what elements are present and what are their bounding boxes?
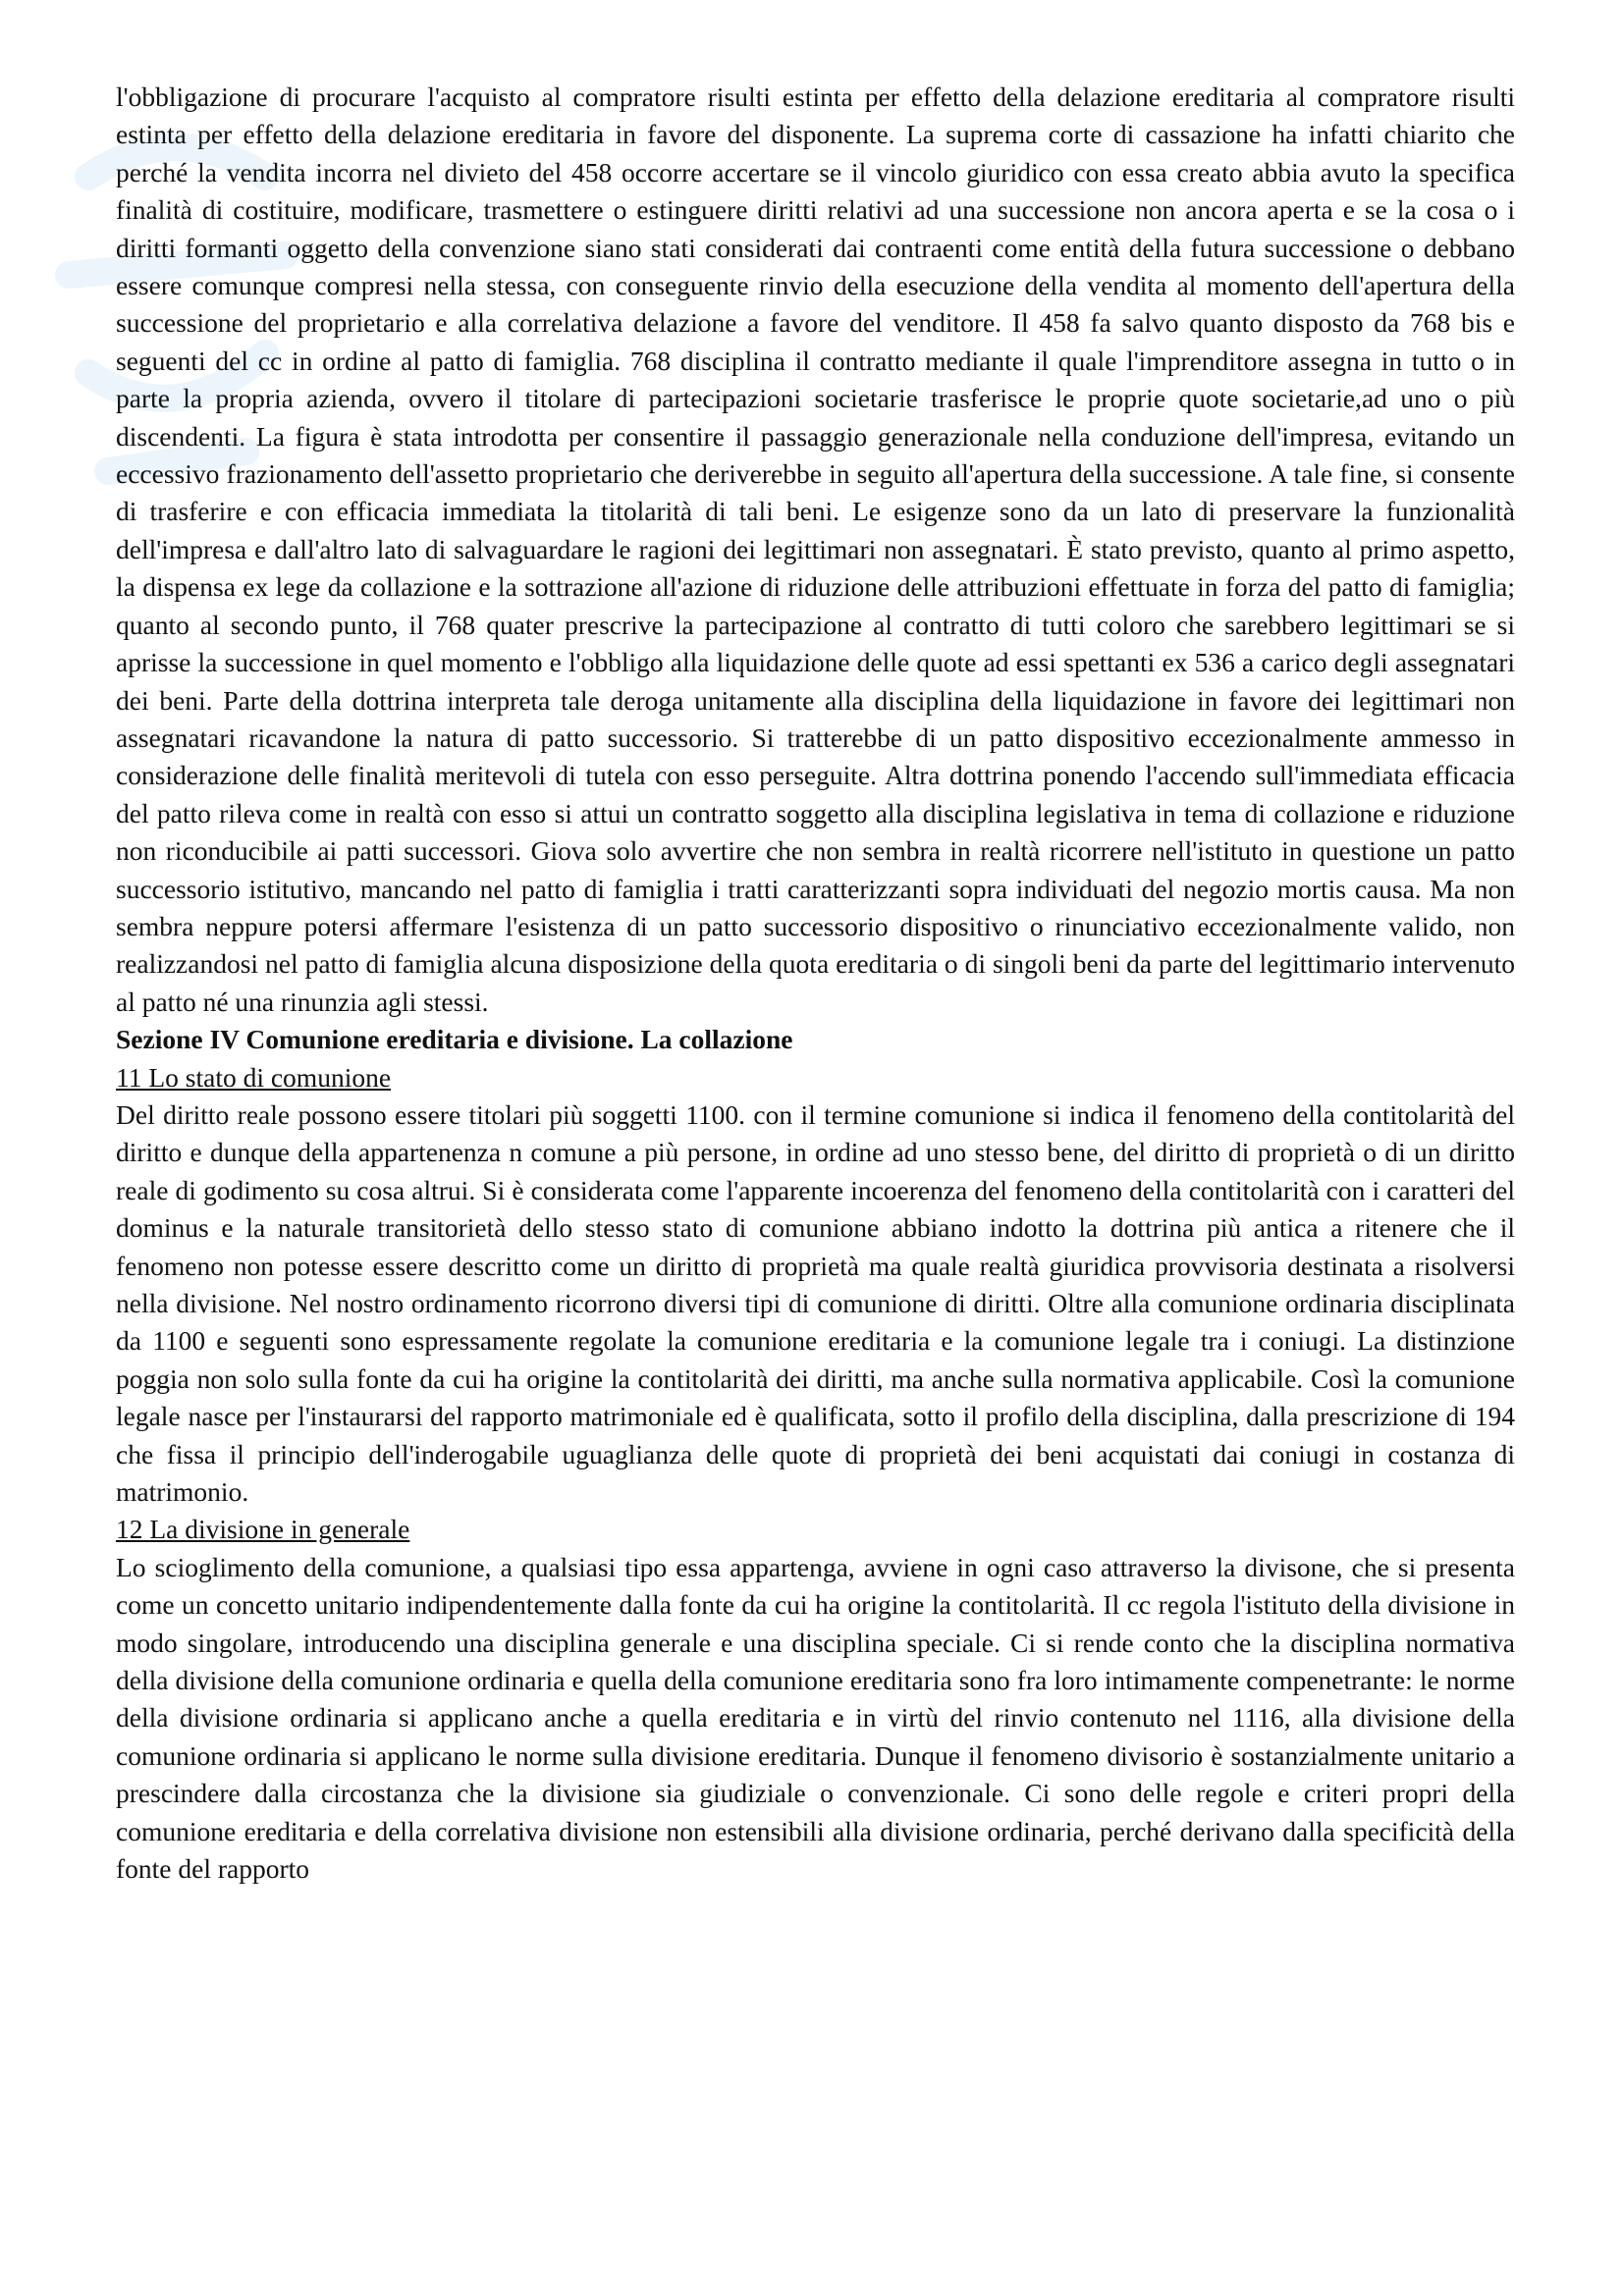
paragraph: Lo scioglimento della comunione, a qualsiasi tipo essa appartenga, avviene in ogni caso attraverso la divisone, che si presenta come un concetto unitario indipendentemente dalla fonte da cui ha origine la contitolarità. Il cc regola l'istituto della divisione in modo singolare, introducendo una disciplina generale e una disciplina speciale. Ci si rende conto che la disciplina normativa della divisione della comunione ordinaria e quella della comunione ereditaria sono fra loro intimamente compenetrante: le norme della divisione ordinaria si applicano anche a quella ereditaria e in virtù del rinvio contenuto nel 1116, alla divisione della comunione ordinaria si applicano le norme sulla divisione ereditaria. Dunque il fenomeno divisorio è sostanzialmente unitario a prescindere dalla circostanza che la divisione sia giudiziale o convenzionale. Ci sono delle regole e criteri propri della comunione ereditaria e della correlativa divisione non estensibili alla divisione ordinaria, perché derivano dalla specificità della fonte del rapporto — [116, 1551, 1515, 1885]
paragraph: Del diritto reale possono essere titolari più soggetti 1100. con il termine comunione si indica il fenomeno della contitolarità del diritto e dunque della appartenenza n comune a più persone, in ordine ad uno stesso bene, del diritto di proprietà o di un diritto reale di godimento su cosa altrui. Si è considerata come l'apparente incoerenza del fenomeno della contitolarità con i caratteri del dominus e la naturale transitorietà dello stesso stato di comunione abbiano indotto la dottrina più antica a ritenere che il fenomeno non potesse essere descritto come un diritto di proprietà ma quale realtà giuridica provvisoria destinata a risolversi nella divisione. Nel nostro ordinamento ricorrono diversi tipi di comunione di diritti. Oltre alla comunione ordinaria disciplinata da 1100 e seguenti sono espressamente regolate la comunione ereditaria e la comunione legale tra i coniugi. La distinzione poggia non solo sulla fonte da cui ha origine la contitolarità dei diritti, ma anche sulla normativa applicabile. Così la comunione legale nasce per l'instaurarsi del rapporto matrimoniale ed è qualificata, sotto il profilo della disciplina, dalla prescrizione di 194 che fissa il principio dell'inderogabile uguaglianza delle quote di proprietà dei beni acquistati dai coniugi in costanza di matrimonio. — [116, 1098, 1515, 1508]
paragraph: l'obbligazione di procurare l'acquisto al compratore risulti estinta per effetto della delazione ereditaria al compratore risulti estinta per effetto della delazione ereditaria in favore del disponente. La suprema corte di cassazione ha infatti chiarito che perché la vendita incorra nel divieto del 458 occorre accertare se il vincolo giuridico con essa creato abbia avuto la specifica finalità di costituire, modificare, trasmettere o estinguere diritti relativi ad una successione non ancora aperta e se la cosa o i diritti formanti oggetto della convenzione siano stati considerati dai contraenti come entità della futura successione o debbano essere comunque compresi nella stessa, con conseguente rinvio della esecuzione della vendita al momento dell'apertura della successione del proprietario e alla correlativa delazione a favore del venditore. Il 458 fa salvo quanto disposto da 768 bis e seguenti del cc in ordine al patto di famiglia. 768 disciplina il contratto mediante il quale l'imprenditore assegna in tutto o in parte la propria azienda, ovvero il titolare di partecipazioni societarie trasferisce le proprie quote societarie,ad uno o più discendenti. La figura è stata introdotta per consentire il passaggio generazionale nella conduzione dell'impresa, evitando un eccessivo frazionamento dell'assetto proprietario che deriverebbe in seguito all'apertura della successione. A tale fine, si consente di trasferire e con efficacia immediata la titolarità di tali beni. Le esigenze sono da un lato di preservare la funzionalità dell'impresa e dall'altro lato di salvaguardare le ragioni dei legittimari non assegnatari. È stato previsto, quanto al primo aspetto, la dispensa ex lege da collazione e la sottrazione all'azione di riduzione delle attribuzioni effettuate in forza del patto di famiglia; quanto al secondo punto, il 768 quater prescrive la partecipazione al contratto di tutti coloro che sarebbero legittimari se si aprisse la successione in quel momento e l'obbligo alla liquidazione delle quote ad essi spettanti ex 536 a carico degli assegnatari dei beni. Parte della dottrina interpreta tale deroga unitamente alla disciplina della liquidazione in favore dei legittimari non assegnatari ricavandone la natura di patto successorio. Si tratterebbe di un patto dispositivo eccezionalmente ammesso in considerazione delle finalità meritevoli di tutela con esso perseguite. Altra dottrina ponendo l'accendo sull'immediata efficacia del patto rileva come in realtà con esso si attui un contratto soggetto alla disciplina legislativa in tema di collazione e riduzione non riconducibile ai patti successori. Giova solo avvertire che non sembra in realtà ricorrere nell'istituto in questione un patto successorio istitutivo, mancando nel patto di famiglia i tratti caratterizzanti sopra individuati del negozio mortis causa. Ma non sembra neppure potersi affermare l'esistenza di un patto successorio dispositivo o rinunciativo eccezionalmente valido, non realizzandosi nel patto di famiglia alcuna disposizione della quota ereditaria o di singoli beni da parte del legittimario intervenuto al patto né una rinunzia agli stessi. — [116, 81, 1515, 1017]
subsection-heading: 11 Lo stato di comunione — [116, 1061, 392, 1093]
section-heading: Sezione IV Comunione ereditaria e divisione. La collazione — [116, 1024, 793, 1055]
subsection-heading: 12 La divisione in generale — [116, 1514, 410, 1545]
document-page — [116, 79, 1515, 1889]
